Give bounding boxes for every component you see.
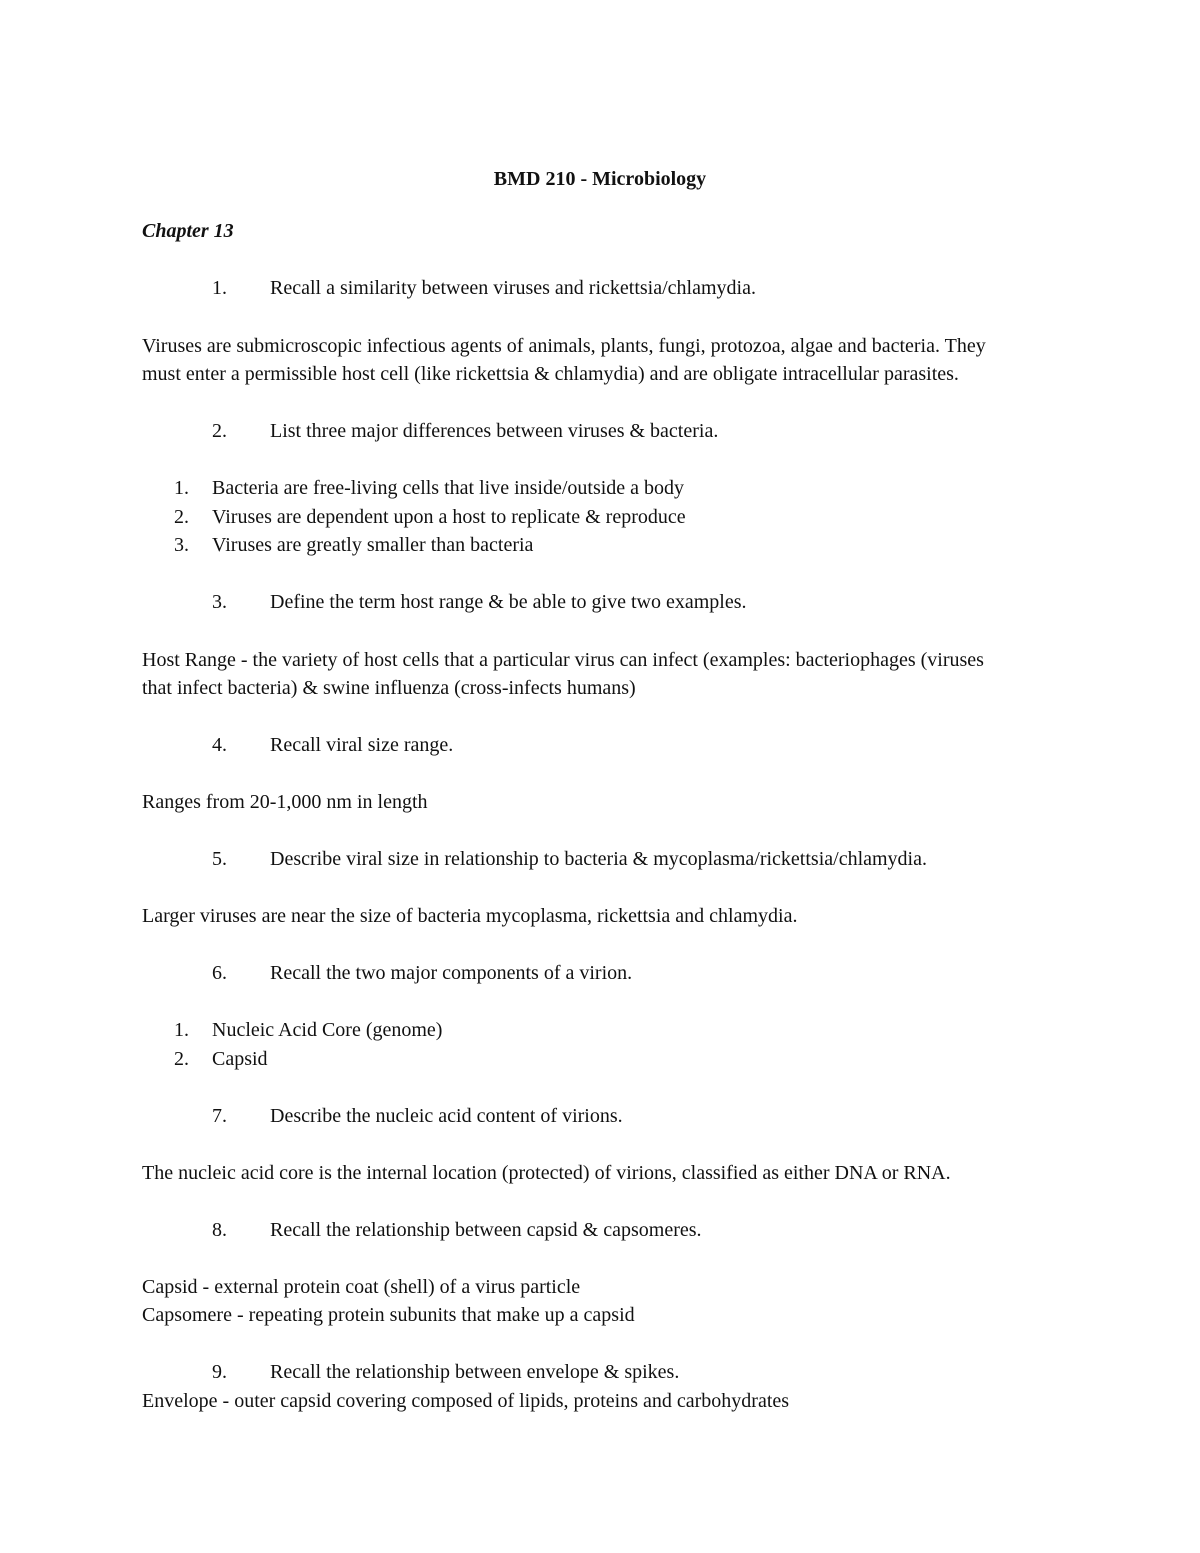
list-item-number: 2. [174, 506, 189, 528]
question-7-number: 7. [212, 1105, 227, 1127]
list-item-text: Bacteria are free-living cells that live inside/outside a body [212, 477, 685, 499]
question-2-number: 2. [212, 420, 227, 442]
question-1-text: Recall a similarity between viruses and rickettsia/chlamydia. [270, 277, 756, 299]
answer-4-line-1: Ranges from 20-1,000 nm in length [142, 791, 428, 813]
question-3-number: 3. [212, 591, 227, 613]
question-9-number: 9. [212, 1361, 227, 1383]
list-item-text: Viruses are greatly smaller than bacteria [212, 534, 534, 556]
question-1-number: 1. [212, 277, 227, 299]
list-item-number: 2. [174, 1048, 189, 1070]
question-9-text: Recall the relationship between envelope & spikes. [270, 1361, 680, 1383]
answer-1-line-1: Viruses are submicroscopic infectious agents of animals, plants, fungi, protozoa, algae and bacteria. They [142, 335, 986, 357]
list-item-number: 3. [174, 534, 189, 556]
question-6-text: Recall the two major components of a virion. [270, 962, 633, 984]
answer-8-line-2: Capsomere - repeating protein subunits that make up a capsid [142, 1304, 635, 1326]
answer-7-line-1: The nucleic acid core is the internal location (protected) of virions, classified as either DNA or RNA. [142, 1162, 951, 1184]
question-8-number: 8. [212, 1219, 227, 1241]
question-3-text: Define the term host range & be able to give two examples. [270, 591, 747, 613]
list-item-text: Nucleic Acid Core (genome) [212, 1019, 443, 1041]
answer-5-line-1: Larger viruses are near the size of bacteria mycoplasma, rickettsia and chlamydia. [142, 905, 798, 927]
question-4-number: 4. [212, 734, 227, 756]
question-8-text: Recall the relationship between capsid & capsomeres. [270, 1219, 702, 1241]
answer-3-line-2: that infect bacteria) & swine influenza (cross-infects humans) [142, 677, 636, 699]
question-7-text: Describe the nucleic acid content of virions. [270, 1105, 623, 1127]
chapter-heading: Chapter 13 [142, 220, 234, 242]
question-6-number: 6. [212, 962, 227, 984]
list-item-number: 1. [174, 1019, 189, 1041]
answer-8-line-1: Capsid - external protein coat (shell) of a virus particle [142, 1276, 581, 1298]
answer-3-line-1: Host Range - the variety of host cells that a particular virus can infect (examples: bacteriophages (viruses [142, 649, 984, 671]
list-item-text: Viruses are dependent upon a host to replicate & reproduce [212, 506, 686, 528]
list-item-text: Capsid [212, 1048, 268, 1070]
answer-9-line-1: Envelope - outer capsid covering composed of lipids, proteins and carbohydrates [142, 1390, 790, 1412]
list-item-number: 1. [174, 477, 189, 499]
document-title: BMD 210 - Microbiology [493, 168, 707, 190]
question-4-text: Recall viral size range. [270, 734, 454, 756]
answer-1-line-2: must enter a permissible host cell (like rickettsia & chlamydia) and are obligate intracellular parasites. [142, 363, 959, 385]
question-5-text: Describe viral size in relationship to bacteria & mycoplasma/rickettsia/chlamydia. [270, 848, 927, 870]
question-5-number: 5. [212, 848, 227, 870]
question-2-text: List three major differences between viruses & bacteria. [270, 420, 719, 442]
